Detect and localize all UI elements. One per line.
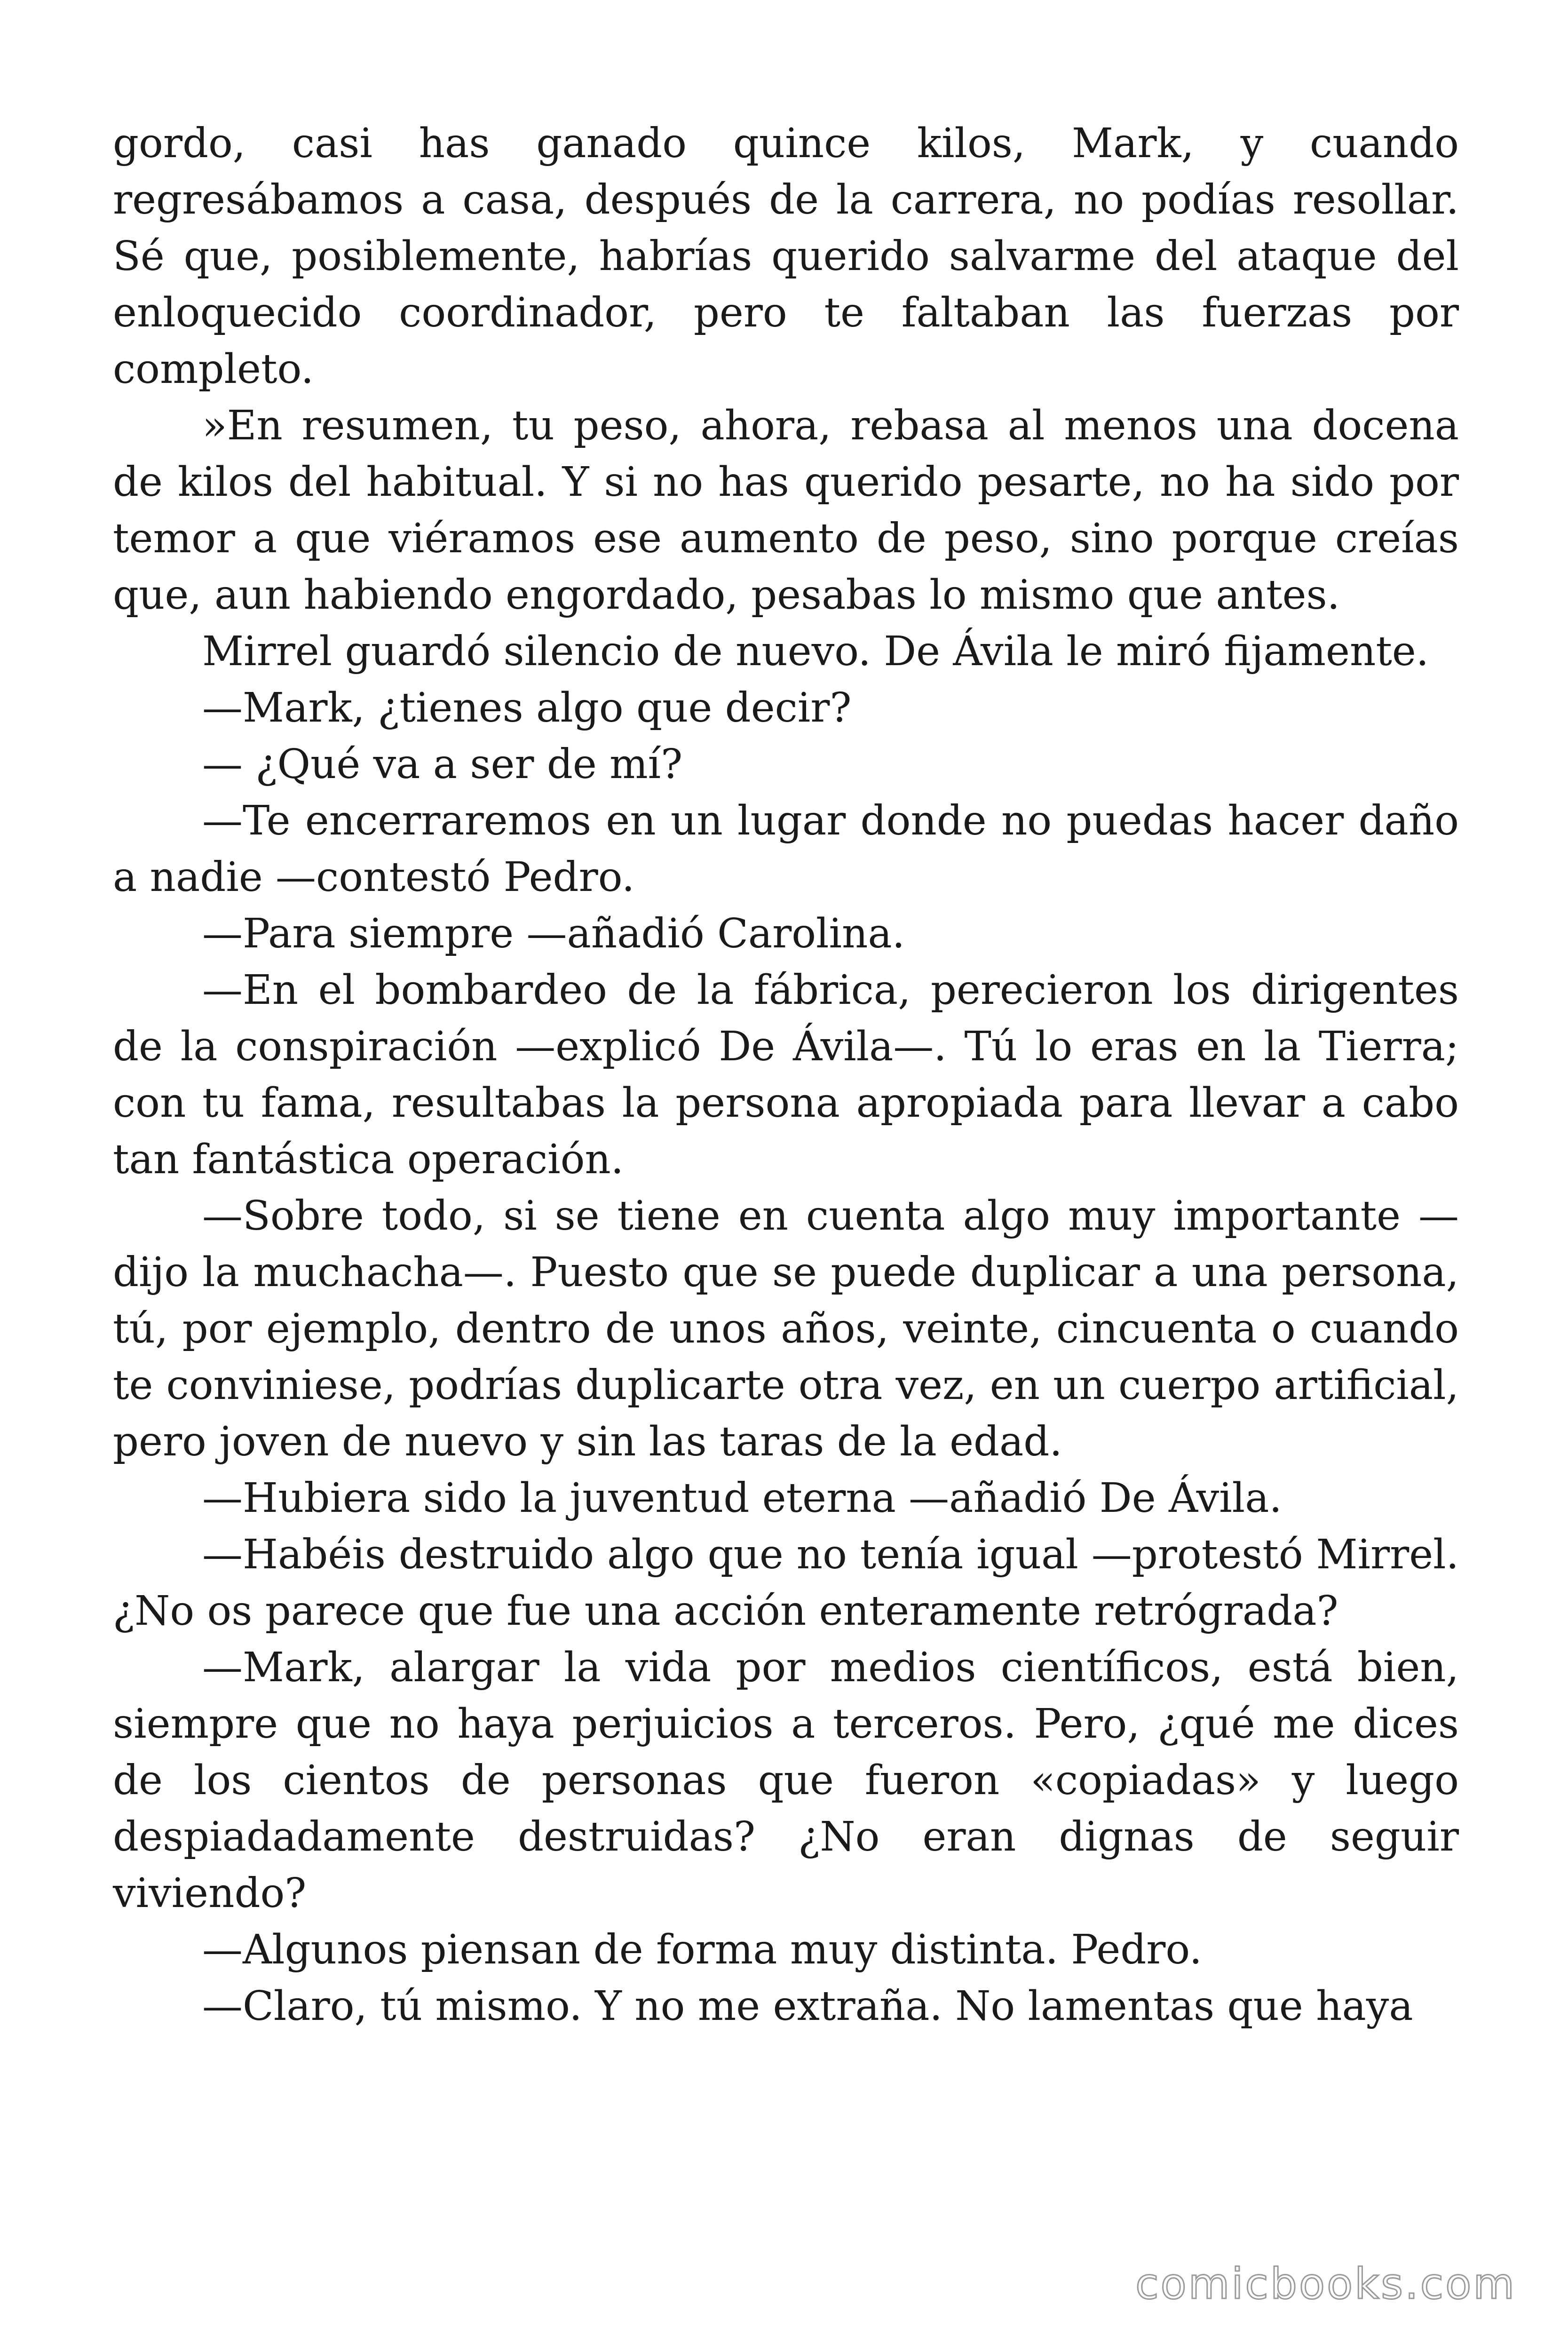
paragraph: —Hubiera sido la juventud eterna —añadió De Ávila. [202, 1475, 1282, 1522]
book-page-text [113, 115, 1459, 2034]
paragraph: —Para siempre —añadió Carolina. [202, 910, 905, 957]
paragraph: — ¿Qué va a ser de mí? [202, 741, 683, 788]
paragraph: —En el bombardeo de la fábrica, perecieron los dirigentes de la conspiración —explicó De Ávila—. Tú lo eras en la Tierra; con tu fama, resultabas la persona apropiada para llevar a cabo tan fantástica operación. [113, 967, 1459, 1183]
paragraph: —Mark, ¿tienes algo que decir? [202, 684, 852, 731]
paragraph: —Mark, alargar la vida por medios científicos, está bien, siempre que no haya perjuicios a terceros. Pero, ¿qué me dices de los cientos de personas que fueron «copiadas» y luego despiadadamente destruidas? ¿No eran dignas de seguir viviendo? [113, 1644, 1459, 1917]
paragraph: Mirrel guardó silencio de nuevo. De Ávila le miró fijamente. [202, 628, 1429, 675]
paragraph: »En resumen, tu peso, ahora, rebasa al menos una docena de kilos del habitual. Y si no has querido pesarte, no ha sido por temor a que viéramos ese aumento de peso, sino porque creías que, aun habiendo engordado, pesabas lo mismo que antes. [113, 402, 1459, 619]
paragraph: —Sobre todo, si se tiene en cuenta algo muy importante —dijo la muchacha—. Puesto que se puede duplicar a una persona, tú, por ejemplo, dentro de unos años, veinte, cincuenta o cuando te conviniese, podrías duplicarte otra vez, en un cuerpo artificial, pero joven de nuevo y sin las taras de la edad. [113, 1192, 1459, 1465]
paragraph: —Claro, tú mismo. Y no me extraña. No lamentas que haya [202, 1983, 1413, 2030]
paragraph: —Algunos piensan de forma muy distinta. Pedro. [202, 1926, 1202, 1973]
paragraph: —Habéis destruido algo que no tenía igual —protestó Mirrel. ¿No os parece que fue una acción enteramente retrógrada? [113, 1531, 1459, 1635]
paragraph: —Te encerraremos en un lugar donde no puedas hacer daño a nadie —contestó Pedro. [113, 797, 1459, 901]
paragraph: gordo, casi has ganado quince kilos, Mark, y cuando regresábamos a casa, después de la carrera, no podías resollar. Sé que, posiblemente, habrías querido salvarme del ataque del enloquecido coordinador, pero te faltaban las fuerzas por completo. [113, 120, 1459, 393]
watermark: comicbooks.com [1135, 2259, 1516, 2309]
